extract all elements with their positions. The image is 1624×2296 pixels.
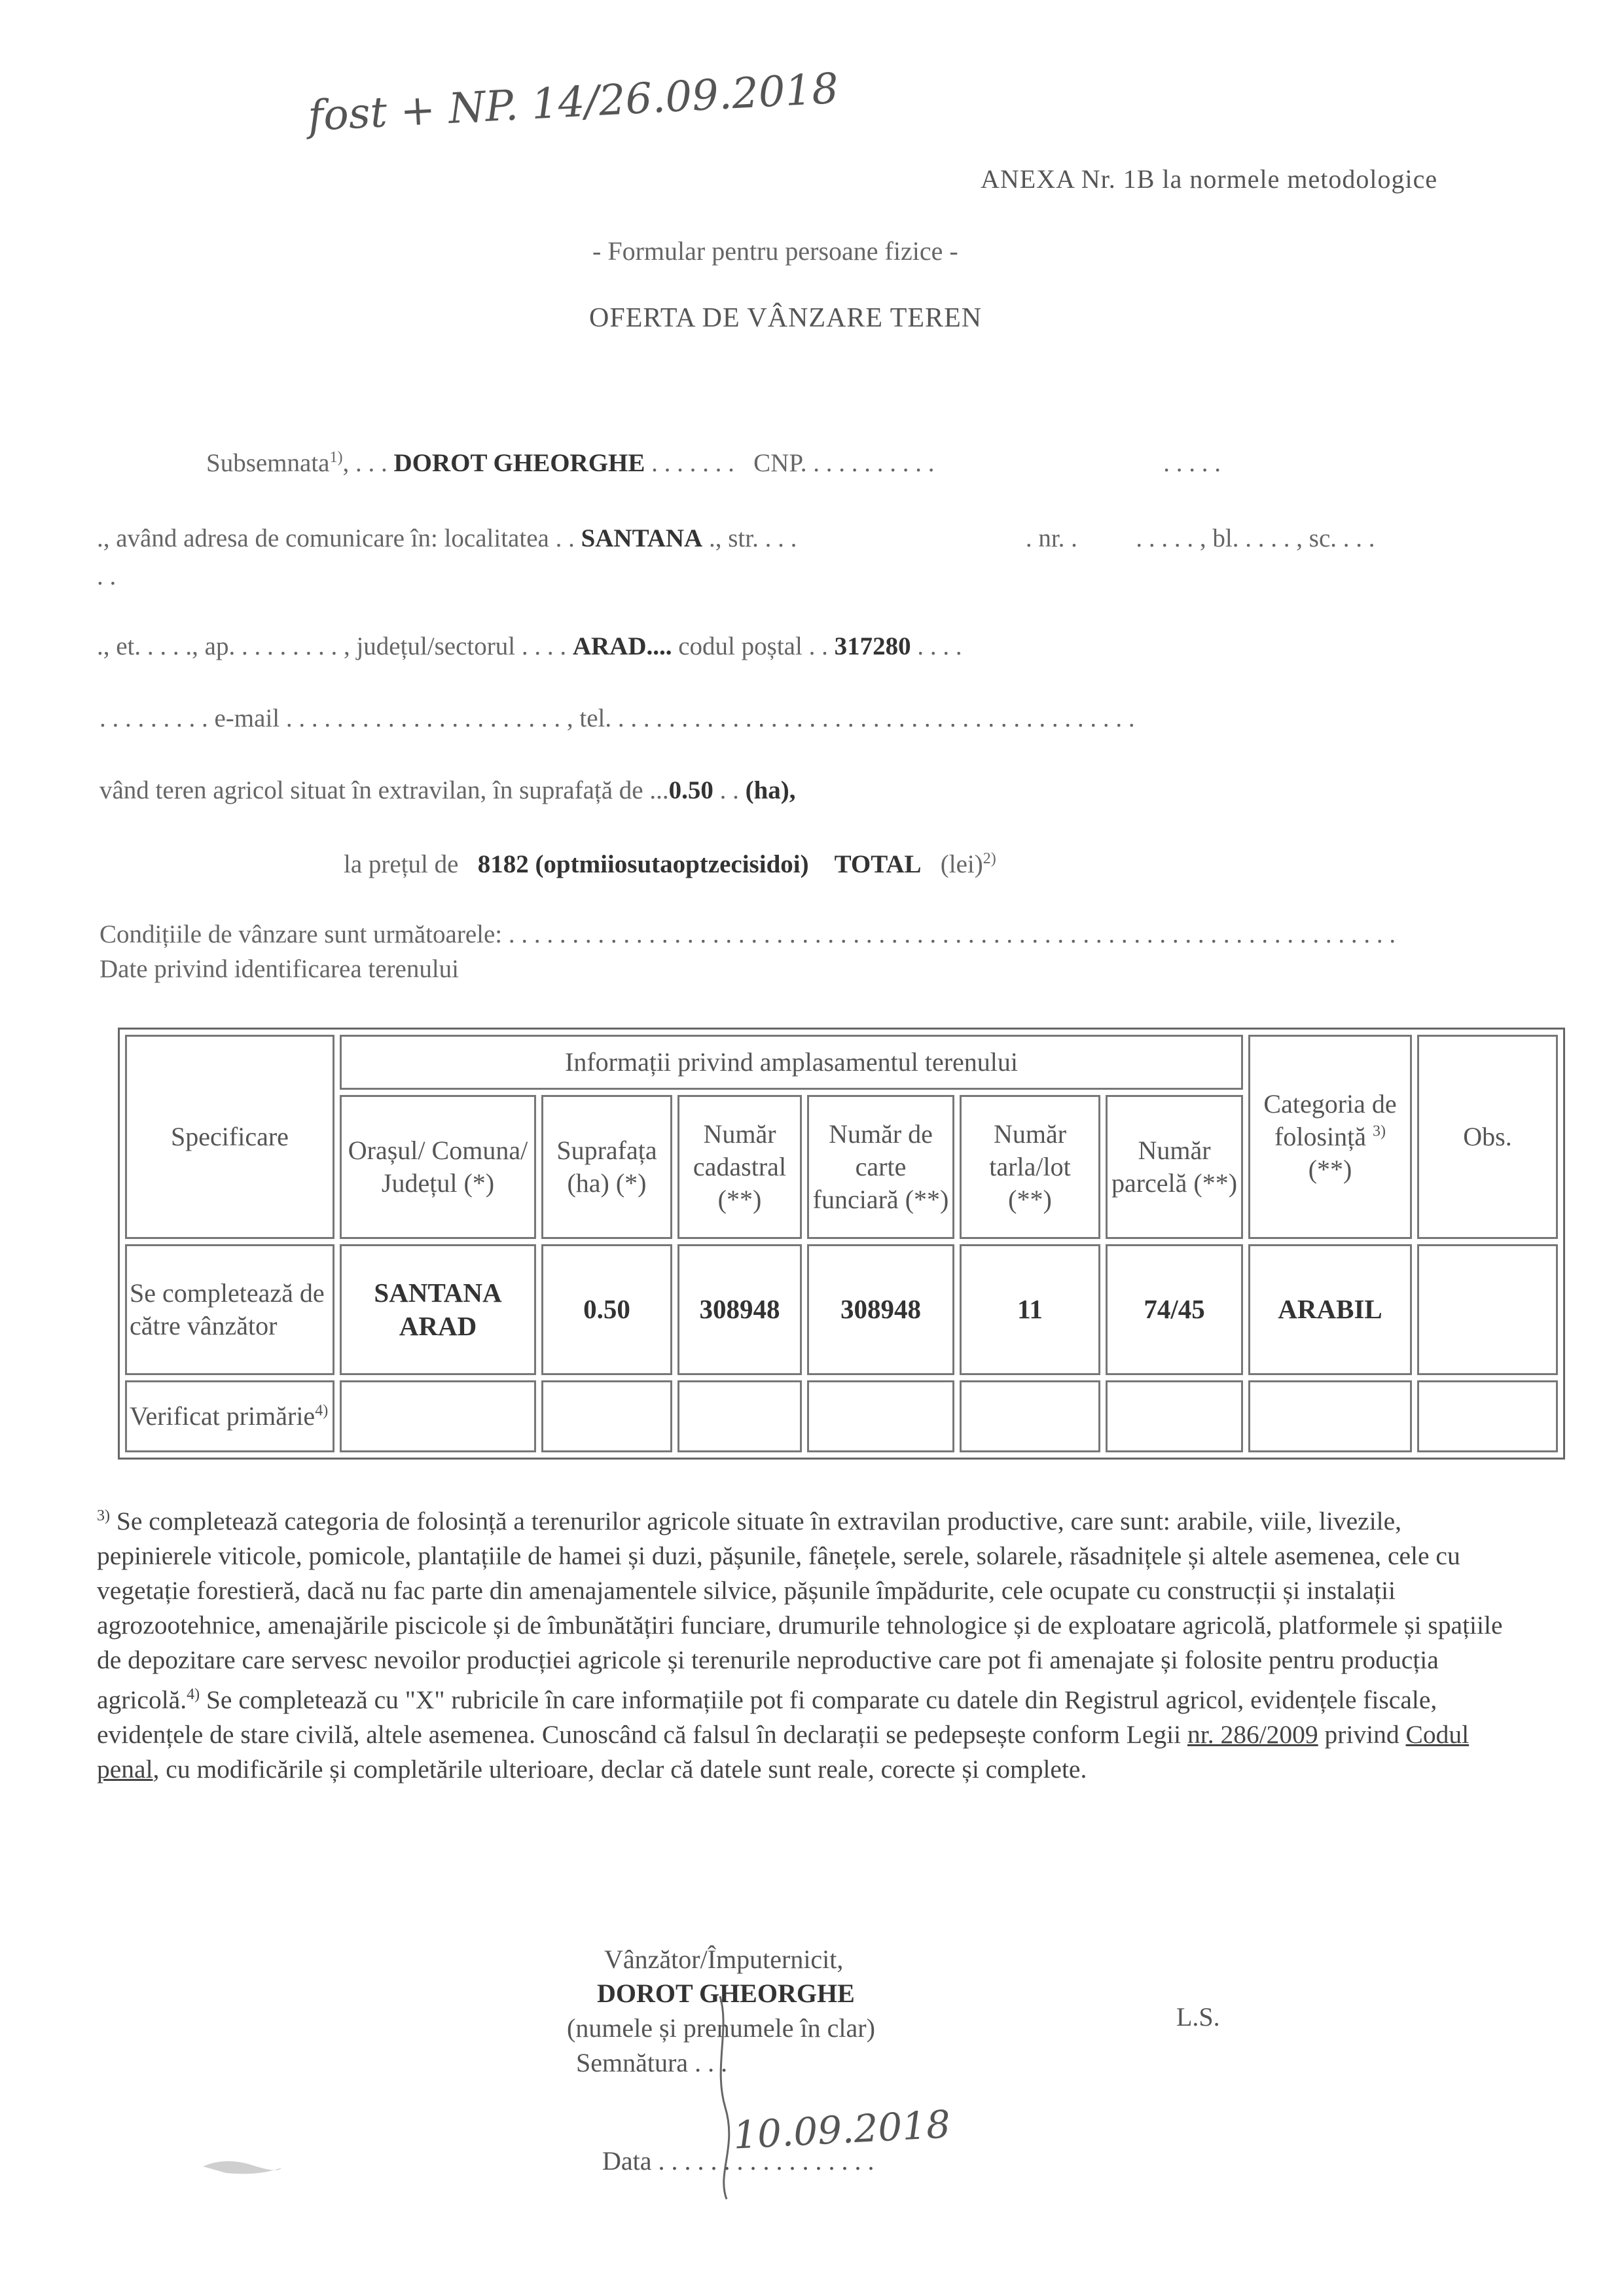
cnp-label: CNP: [753, 449, 801, 477]
cell-landbook: 308948: [807, 1244, 954, 1375]
postal-value: 317280: [834, 632, 911, 660]
county-label: , județul/sectorul: [343, 632, 516, 660]
locality-value: SANTANA: [581, 524, 703, 552]
price-value: 8182 (optmiiosutaoptzecisidoi): [477, 850, 809, 878]
signature-label: Semnătura . . .: [576, 2048, 728, 2077]
footnote-text-mid: privind: [1318, 1720, 1406, 1749]
row-seller-label: Se completează de către vânzător: [125, 1244, 334, 1375]
cell-county-name: ARAD: [399, 1311, 477, 1341]
footnote-ref-1: 1): [329, 449, 343, 466]
area-unit: (ha),: [745, 776, 796, 804]
annex-header: ANEXA Nr. 1B la normele metodologice: [981, 164, 1438, 194]
location-group-header: Informații privind amplasamentul terenului: [340, 1035, 1243, 1090]
empty-cell: [1248, 1380, 1412, 1452]
address-line: ., având adresa de comunicare în: localitatea . . SANTANA ., str. . . . . nr. . . . . . . , bl. . . . . , sc. . . .: [97, 524, 1375, 552]
signature-role: Vânzător/Împuternicit,: [604, 1945, 844, 1974]
area-value: 0.50: [668, 776, 713, 804]
identification-label: Date privind identificarea terenului: [99, 955, 460, 983]
apartment-label: ., ap.: [185, 632, 236, 660]
category-header: [1248, 1035, 1412, 1239]
declarant-line: Subsemnata$^{1)}$, . . . DOROT GHEORGHE . . . . . . . CNP. . . . . . . . . . . . . . . .: [206, 449, 1221, 477]
handwritten-date: 10.09.2018: [732, 2102, 952, 2158]
staircase-label: , sc.: [1296, 524, 1337, 552]
signature-name-note: (numele și prenumele în clar): [567, 2013, 875, 2043]
table-row: [125, 1244, 1558, 1375]
address-line-2: ., et. . . . ., ap. . . . . . . . . , județul/sectorul . . . . ARAD.... codul poștal . . 317280 . . . .: [97, 632, 962, 660]
table-row: [125, 1380, 1558, 1452]
locality-label: ., având adresa de comunicare în: localitatea: [97, 524, 549, 552]
footnote-3-text: Se completează categoria de folosință a terenurilor agricole situate în extravilan productive, care sunt: arabile, viile, livezile, pepinierele viticole, pomicole, plantațiile de hamei și duzi, pășunile, fânețele, serele, solarele, răsadnițele și altele asemenea, cele cu vegetație forestieră, dacă nu fac parte din amenajamentele silvice, pășunile împădurite, cele ocupate cu construcții și instalații agrozootehnice, amenajările piscicole și de îmbunătățiri funciare, drumurile tehnologice și de exploatare agricolă, platformele și spațiile de depozitare care servesc nevoilor producției agricole și terenurile neproductive care pot fi amenajate și folosite pentru producția agricolă.: [97, 1507, 1503, 1715]
date-label: Data: [602, 2146, 652, 2176]
declarant-name: DOROT GHEORGHE: [393, 449, 645, 477]
col-tarla-header: Număr tarla/lot (**): [960, 1095, 1100, 1239]
penal-code-link[interactable]: Codul penal: [97, 1720, 1470, 1784]
form-subtitle: - Formular pentru persoane fizice -: [592, 236, 958, 266]
handwritten-registration-note: fost + NP. 14/26.09.2018: [306, 64, 840, 141]
category-header-note: (**): [1308, 1155, 1352, 1184]
footnote-ref-2: 2): [983, 850, 996, 867]
footnote-4-text: Se completează cu "X" rubricile în care informațiile pot fi comparate cu datele din Registrul agricol, evidențele fiscale, evidențele de stare civilă, altele asemenea. Cunoscând că falsul în declarații se pedepsește conform Legii: [97, 1685, 1437, 1749]
row-verified-text: Verificat primărie: [130, 1401, 316, 1431]
col-landbook-header: Număr de carte funciară (**): [807, 1095, 954, 1239]
cell-category: ARABIL: [1248, 1244, 1412, 1375]
signature-label-text: Semnătura: [576, 2048, 689, 2077]
cell-cadastral: 308948: [677, 1244, 802, 1375]
footnote-ref-3: 3): [1373, 1122, 1386, 1140]
street-label: ., str.: [708, 524, 759, 552]
col-parcel-header: Număr parcelă (**): [1106, 1095, 1243, 1239]
footnote-paragraph: [97, 1499, 1504, 1787]
declarant-label: Subsemnata: [206, 449, 330, 477]
empty-cell: [1106, 1380, 1243, 1452]
page-title: OFERTA DE VÂNZARE TEREN: [589, 303, 983, 333]
empty-cell: [960, 1380, 1100, 1452]
currency: (lei): [940, 850, 983, 878]
col-locality-header: Orașul/ Comuna/ Județul (*): [340, 1095, 536, 1239]
empty-cell: [340, 1380, 536, 1452]
footnote-text-end: , cu modificările și completările ulterioare, declar că datele sunt reale, corecte și complete.: [153, 1755, 1087, 1784]
specificare-header: Specificare: [125, 1035, 334, 1239]
dots-filler: . .: [97, 562, 117, 590]
obs-header: Obs.: [1417, 1035, 1558, 1239]
cell-tarla: 11: [960, 1244, 1100, 1375]
postal-label: codul poștal: [678, 632, 803, 660]
footnote-3-marker: 3): [97, 1507, 110, 1524]
sale-text: vând teren agricol situat în extravilan, în suprafață de: [99, 776, 643, 804]
sale-line: vând teren agricol situat în extravilan, în suprafață de ...0.50 . . (ha),: [99, 776, 796, 804]
ls-stamp-label: L.S.: [1176, 2002, 1220, 2032]
tel-label: , tel.: [566, 704, 612, 732]
county-value: ARAD: [572, 632, 647, 660]
cell-area: 0.50: [541, 1244, 672, 1375]
footnote-4-marker: 4): [187, 1686, 200, 1704]
cell-locality: [340, 1244, 536, 1375]
empty-cell: [1417, 1380, 1558, 1452]
cell-locality-name: SANTANA: [374, 1277, 502, 1308]
category-header-label: Categoria de folosință: [1263, 1089, 1397, 1151]
cell-obs: [1417, 1244, 1558, 1375]
block-label: , bl.: [1199, 524, 1239, 552]
footnote-ref-4: 4): [315, 1402, 329, 1420]
cell-parcel: 74/45: [1106, 1244, 1243, 1375]
land-table: [118, 1028, 1565, 1460]
law-link[interactable]: nr. 286/2009: [1187, 1720, 1318, 1749]
col-cadastral-header: Număr cadastral (**): [677, 1095, 802, 1239]
empty-cell: [807, 1380, 954, 1452]
signature-name-text: DOROT GHEORGHE: [597, 1979, 855, 2008]
col-area-header: Suprafața (ha) (*): [541, 1095, 672, 1239]
ink-smudge: [200, 2153, 285, 2179]
price-label: la prețul de: [344, 850, 459, 878]
email-label: e-mail: [214, 704, 280, 732]
contact-line: . . . . . . . . . e-mail . . . . . . . . . . . . . . . . . . . . . . , tel. . . . . . . . . . . . . . . . . . . . . . . . . . . . . . . . . . . . . . . . . .: [99, 704, 1135, 732]
price-line: [344, 850, 996, 879]
conditions-label: Condițiile de vânzare sunt următoarele:: [99, 920, 503, 948]
date-line: Data . . . . . . . . . . . . . . . . .: [602, 2146, 875, 2176]
row-verified-label: [125, 1380, 334, 1452]
price-total: TOTAL: [834, 850, 922, 878]
conditions-line: Condițiile de vânzare sunt următoarele: . . . . . . . . . . . . . . . . . . . . . . . . . . . . . . . . . . . . . . . . . . . . . . . . . . . . . . . . . . . . . . . . . . . . . .: [99, 920, 1396, 948]
empty-cell: [541, 1380, 672, 1452]
empty-cell: [677, 1380, 802, 1452]
number-label: . nr.: [1025, 524, 1065, 552]
floor-label: ., et.: [97, 632, 141, 660]
